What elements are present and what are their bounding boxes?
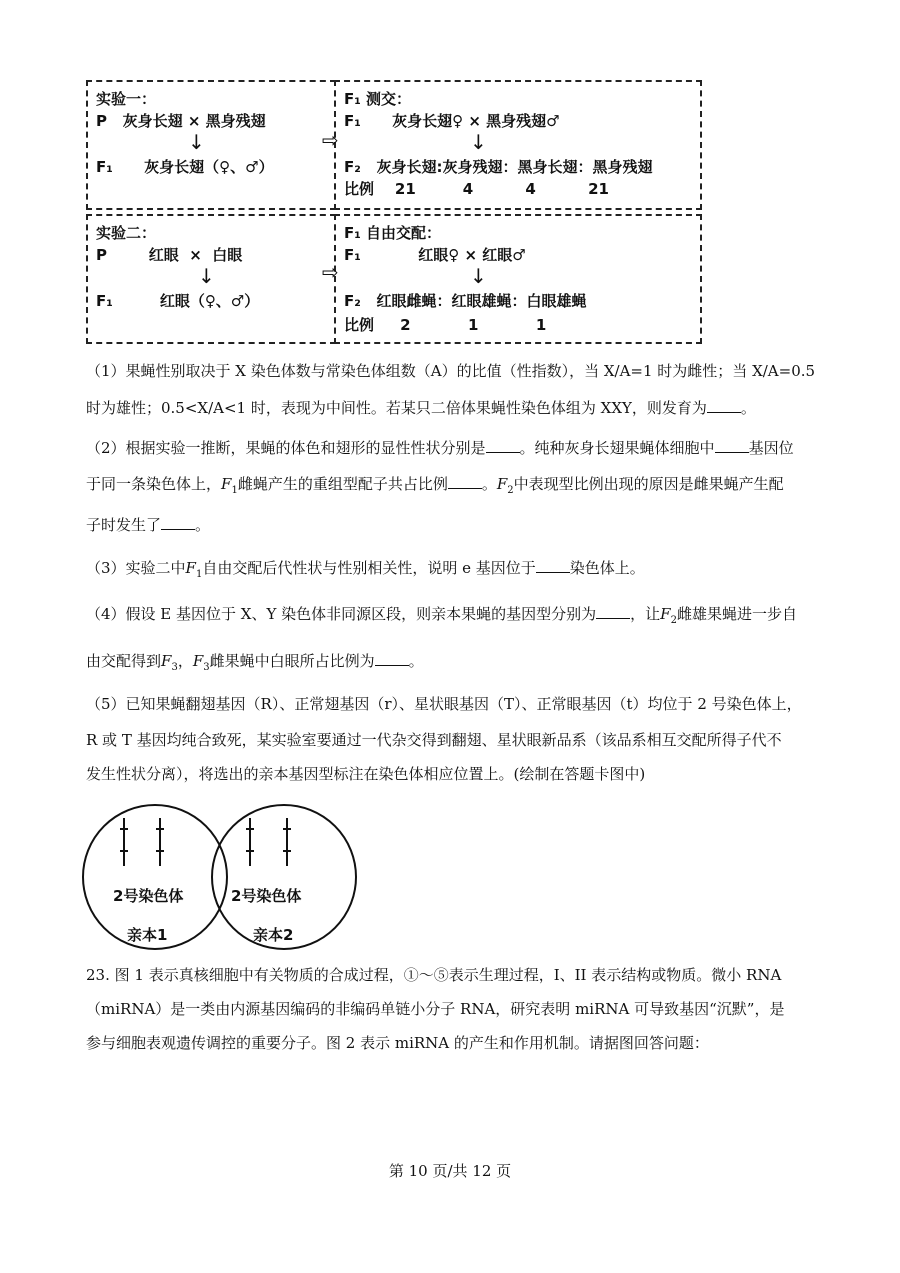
exp1-f1-line: F₁ 灰身长翅（♀、♂） [96,158,274,176]
chromosome-bar [123,818,125,866]
exp2-parent-line: P 红眼 × 白眼 [96,246,243,264]
answer-blank[interactable] [486,438,520,453]
free-mating-f2-line: F₂ 红眼雌蝇：红眼雄蝇：白眼雄蝇 [344,292,587,310]
q23-line2: （miRNA）是一类由内源基因编码的非编码单链小分子 RNA，研究表明 miRNA 可导致基因“沉默”，是 [86,1000,785,1018]
chromosome-tick [246,828,254,830]
chromosome-bar [159,818,161,866]
testcross-f2-line: F₂ 灰身长翅:灰身残翅：黑身长翅：黑身残翅 [344,158,653,176]
q1-line1: （1）果蝇性别取决于 X 染色体数与常染色体组数（A）的比值（性指数），当 X/A=1 时为雌性；当 X/A=0.5 [86,362,816,380]
q5-line2: R 或 T 基因均纯合致死，某实验室要通过一代杂交得到翻翅、星状眼新品系（该品系相互交配所得子代不 [86,731,782,749]
down-arrow-icon: ↓ [188,130,205,154]
free-mating-ratio-line: 比例 2 1 1 [344,316,547,334]
chromosome-tick [156,850,164,852]
q5-line3: 发生性状分离），将选出的亲本基因型标注在染色体相应位置上。(绘制在答题卡图中) [86,765,646,783]
answer-blank[interactable] [161,515,195,530]
parent1-label: 亲本1 [127,926,168,944]
down-arrow-icon: ↓ [470,130,487,154]
q23-line1: 23. 图 1 表示真核细胞中有关物质的合成过程，①～⑤表示生理过程，I、II 表示结构或物质。微小 RNA [86,966,782,984]
exp2-title: 实验二： [96,224,157,242]
q1-line2: 时为雄性；0.5<X/A<1 时，表现为中间性。若某只二倍体果蝇性染色体组为 XXY，则发育为 。 [86,399,756,417]
right-arrow-icon: ⇨ [322,128,339,152]
answer-blank[interactable] [448,474,482,489]
down-arrow-icon: ↓ [198,264,215,288]
exp1-title: 实验一： [96,90,157,108]
q2-line3: 子时发生了 。 [86,516,211,534]
chromosome-bar [249,818,251,866]
chromosome-label: 2号染色体 [113,887,184,905]
chromosome-tick [120,850,128,852]
q23-line3: 参与细胞表观遗传调控的重要分子。图 2 表示 miRNA 的产生和作用机制。请据图回答问题： [86,1034,709,1052]
q4-line2: 由交配得到$F_3$，$F_3$雌果蝇中白眼所占比例为 。 [86,652,424,673]
chromosome-tick [120,828,128,830]
exp2-f1-line: F₁ 红眼（♀、♂） [96,292,260,310]
right-arrow-icon: ⇨ [322,260,339,284]
answer-blank[interactable] [375,651,409,666]
q5-line1: （5）已知果蝇翻翅基因（R）、正常翅基因（r）、星状眼基因（T）、正常眼基因（t）均位于 2 号染色体上， [86,695,802,713]
down-arrow-icon: ↓ [470,264,487,288]
q3-line: （3）实验二中$F_1$自由交配后代性状与性别相关性，说明 e 基因位于 染色体上。 [86,559,645,580]
page-footer: 第 10 页/共 12 页 [388,1162,512,1180]
testcross-ratio-line: 比例 21 4 4 21 [344,180,609,198]
answer-blank[interactable] [707,398,741,413]
exp1-parent-line: P 灰身长翅 × 黑身残翅 [96,112,266,130]
q4-line1: （4）假设 E 基因位于 X、Y 染色体非同源区段，则亲本果蝇的基因型分别为 ，让$F_2$雌雄果蝇进一步自 [86,605,797,626]
answer-blank[interactable] [536,558,570,573]
chromosome-tick [283,828,291,830]
parent2-label: 亲本2 [253,926,294,944]
free-mating-title: F₁ 自由交配： [344,224,442,242]
q2-line2: 于同一条染色体上，$F_1$雌蝇产生的重组型配子共占比例 。$F_2$中表现型比例出现的原因是雌果蝇产生配 [86,475,784,496]
chromosome-tick [283,850,291,852]
chromosome-tick [156,828,164,830]
chromosome-bar [286,818,288,866]
chromosome-label: 2号染色体 [231,887,302,905]
q2-line1: （2）根据实验一推断，果蝇的体色和翅形的显性性状分别是 。纯种灰身长翅果蝇体细胞中 基因位 [86,439,794,457]
testcross-title: F₁ 测交： [344,90,412,108]
chromosome-tick [246,850,254,852]
free-mating-f1-line: F₁ 红眼♀ × 红眼♂ [344,246,526,264]
answer-blank[interactable] [596,604,630,619]
answer-blank[interactable] [715,438,749,453]
testcross-f1-line: F₁ 灰身长翅♀ × 黑身残翅♂ [344,112,560,130]
